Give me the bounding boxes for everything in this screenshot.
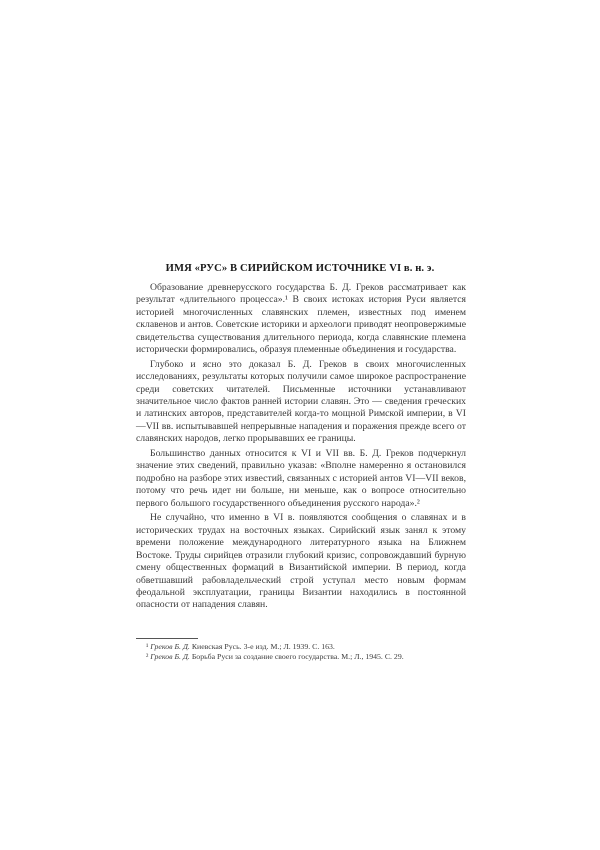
footnote-text: Борьба Руси за создание своего государства. М.; Л., 1945. С. 29. — [189, 652, 404, 662]
paragraph-1: Образование древнерусского государства Б. Д. Греков рассматривает как результат «длительного процесса».¹ В своих истоках история Руси является историей многочисленных славянских племен, известных под именем склавенов и антов. Советские историки и археологи приводят неопровержимые свидетельства существования длительного периода, когда славянские племена исторически формировались, образуя племенные объединения и государства. — [136, 282, 466, 356]
footnote-text: Киевская Русь. 3-е изд. М.; Л. 1939. С. 163. — [189, 642, 335, 651]
footnotes — [146, 642, 466, 662]
footnote-marker: ² — [146, 652, 149, 662]
paragraph-2: Глубоко и ясно это доказал Б. Д. Греков в своих многочисленных исследованиях, результаты которых получили самое широкое распространение среди советских читателей. Письменные источники устанавливают значительное число фактов ранней истории славян. Это — сведения греческих и латинских авторов, представителей когда-то мощной Римской империи, в VI—VII вв. испытывавшей непрерывные нападения и поражения прежде всего от славянских народов, легко прорывавших ее границы. — [136, 358, 466, 445]
chapter-heading: ИМЯ «РУС» В СИРИЙСКОМ ИСТОЧНИКЕ VI в. н. э. — [165, 263, 435, 275]
paragraph-4: Не случайно, что именно в VI в. появляются сообщения о славянах и в исторических трудах на восточных языках. Сирийский язык занял к этому времени положение международного литературного языка на Ближнем Востоке. Труды сирийцев отразили глубокий кризис, сопровождавший бурную смену общественных формаций в Византийской империи. В период, когда обветшавший рабовладельческий строй уступал место новым формам феодальной эксплуатации, границы Византии находились в постоянной опасности от нападения славян. — [136, 512, 466, 611]
footnote-2 — [146, 652, 466, 662]
footnote-marker: ¹ — [146, 642, 149, 651]
paragraph-3: Большинство данных относится к VI и VII вв. Б. Д. Греков подчеркнул значение этих сведений, правильно указав: «Вполне намеренно я остановился подробно на разборе этих известий, связанных с историей антов VI—VII веков, потому что речь идет ни больше, ни меньше, как о вопросе относительно первого большого государственного объединения русского народа».² — [136, 448, 466, 509]
footnote-1 — [146, 642, 466, 652]
footnote-author: Греков Б. Д. — [150, 652, 190, 662]
footnote-divider — [136, 638, 198, 639]
footnote-author: Греков Б. Д. — [150, 642, 190, 651]
body-text — [136, 282, 466, 614]
